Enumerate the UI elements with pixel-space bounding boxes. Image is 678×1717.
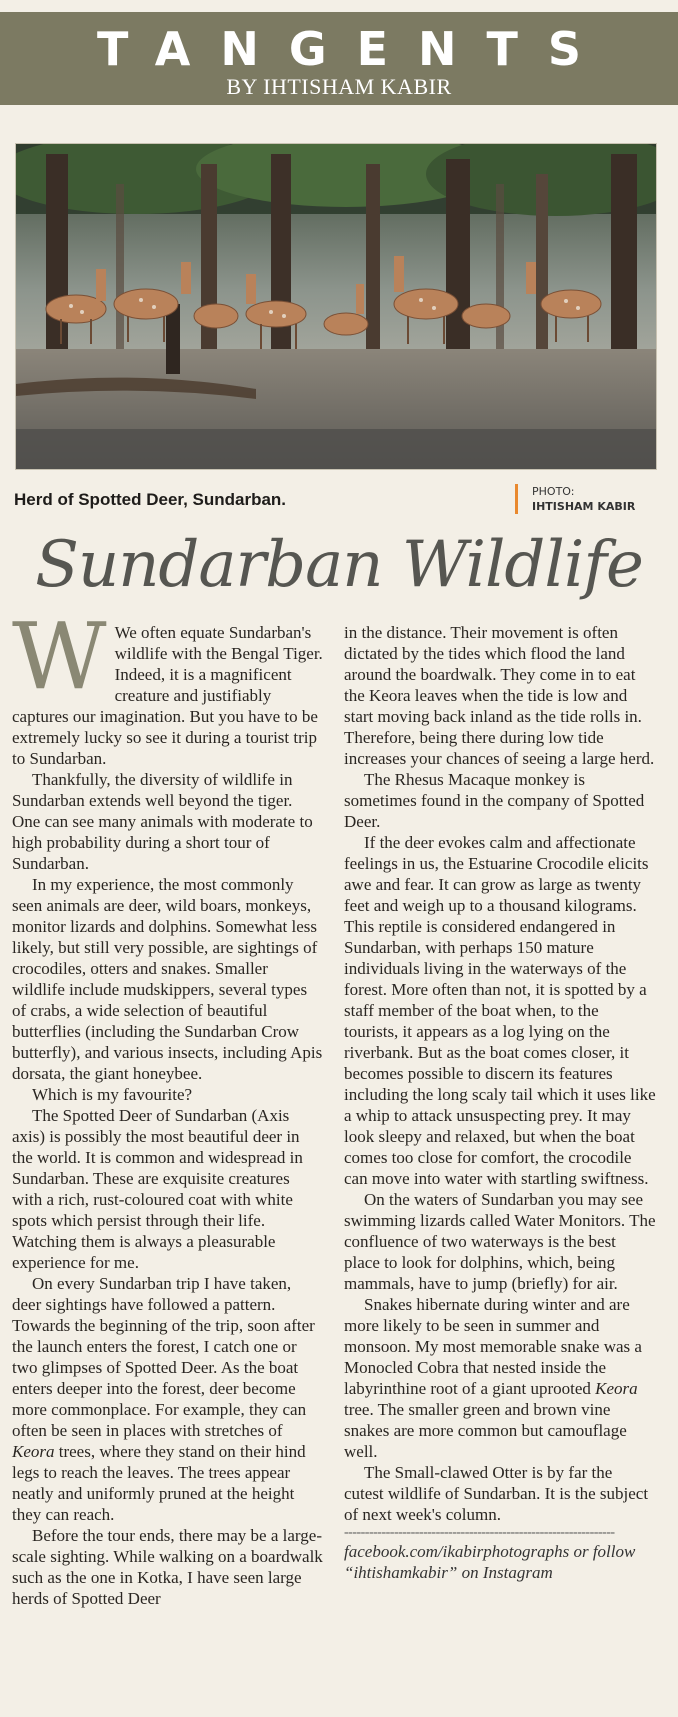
- article-paragraph: Snakes hibernate during winter and are more likely to be seen in summer and monsoon. My most memorable snake was a Monocled Cobra that nested inside the labyrinthine root of a giant uprooted Keora tree. The smaller green and brown vine snakes are more common but camouflage well.: [344, 1295, 642, 1461]
- byline: BY IHTISHAM KABIR: [226, 74, 452, 99]
- forest-deer-illustration: [16, 144, 656, 469]
- article-paragraph: The Rhesus Macaque monkey is sometimes found in the company of Spotted Deer.: [344, 770, 645, 831]
- masthead-banner: [0, 12, 678, 105]
- article-paragraph: If the deer evokes calm and affectionate feelings in us, the Estuarine Crocodile elicits awe and fear. It can grow as large as twenty feet and weigh up to a thousand kilograms. This reptile is considered endangered in Sundarban, with perhaps 150 mature individuals living in the waterways of the forest. More often than not, it is spotted by a staff member of the boat when, to the tourists, it appears as a log lying on the riverbank. But as the boat comes closer, it becomes possible to discern its features including the long scaly tail which it uses like a whip to attack unsuspecting prey. It may look sleepy and relaxed, but when the boat comes too close for comfort, the crocodile can move into water with startling swiftness.: [344, 833, 656, 1188]
- article-paragraph: W We often equate Sundarban's wildlife with the Bengal Tiger. Indeed, it is a magnificent creature and justifiably captures our imagination. But you have to be extremely lucky so see it during a tourist trip to Sundarban.: [12, 603, 323, 768]
- column-title: TANGENTS: [96, 22, 612, 76]
- drop-cap: W: [12, 603, 107, 710]
- article-headline: Sundarban Wildlife: [35, 528, 643, 602]
- article-column-right: [344, 622, 656, 1583]
- article-paragraph: in the distance. Their movement is often dictated by the tides which flood the land around the boardwalk. They come in to eat the Keora leaves when the tide is low and start moving back inland as the tide rolls in. Therefore, being there during low tide increases your chances of seeing a large herd.: [344, 623, 655, 768]
- article-column-left: [12, 603, 324, 1609]
- keora-italic: Keora: [12, 1442, 55, 1461]
- article-paragraph: Thankfully, the diversity of wildlife in Sundarban extends well beyond the tiger. One can see many animals with moderate to high probability during a short tour of Sundarban.: [12, 770, 313, 873]
- article-paragraph: Before the tour ends, there may be a large-scale sighting. While walking on a boardwalk such as the one in Kotka, I have seen large herds of Spotted Deer: [12, 1526, 323, 1608]
- article-paragraph: The Spotted Deer of Sundarban (Axis axis) is possibly the most beautiful deer in the world. It is common and widespread in Sundarban. These are exquisite creatures with a rich, rust-coloured coat with white spots which persist through their life. Watching them is always a pleasurable experience for me.: [12, 1106, 303, 1272]
- photo-credit-name: IHTISHAM KABIR: [532, 500, 636, 513]
- photo-caption: Herd of Spotted Deer, Sundarban.: [14, 490, 287, 509]
- article-paragraph: On the waters of Sundarban you may see swimming lizards called Water Monitors. The confluence of two waterways is the best place to look for dolphins, which, being mammals, have to jump (briefly) for air.: [344, 1190, 656, 1293]
- article-paragraph: In my experience, the most commonly seen animals are deer, wild boars, monkeys, monitor lizards and dolphins. Somewhat less likely, but still very possible, are sightings of crocodiles, otters and snakes. Smaller wildlife include mudskippers, several types of crabs, a wide selection of beautiful butterflies (including the Sundarban Crow butterfly), and various insects, including Apis dorsata, the giant honeybee.: [12, 875, 323, 1083]
- article-paragraph: On every Sundarban trip I have taken, deer sightings have followed a pattern. Towards the beginning of the trip, soon after the launch enters the forest, I catch one or two glimpses of Spotted Deer. As the boat enters deeper into the forest, deer become more commonplace. For example, they can often be seen in places with stretches of Keora trees, where they stand on their hind legs to reach the leaves. The trees appear neatly and uniformly pruned at the height they can reach.: [12, 1274, 315, 1524]
- article-paragraph: The Small-clawed Otter is by far the cutest wildlife of Sundarban. It is the subject of next week's column.: [344, 1463, 649, 1524]
- photo-credit: [515, 484, 635, 514]
- article-paragraph: Which is my favourite?: [32, 1085, 193, 1104]
- keora-italic: Keora: [595, 1379, 638, 1398]
- photo-credit-label: PHOTO:: [532, 485, 575, 498]
- deer-herd-photo: [15, 143, 657, 470]
- divider-line: -----------------------------------------------------------------: [344, 1525, 615, 1540]
- social-footer-note: facebook.com/ikabirphotographs or follow “ihtishamkabir” on Instagram: [344, 1542, 636, 1582]
